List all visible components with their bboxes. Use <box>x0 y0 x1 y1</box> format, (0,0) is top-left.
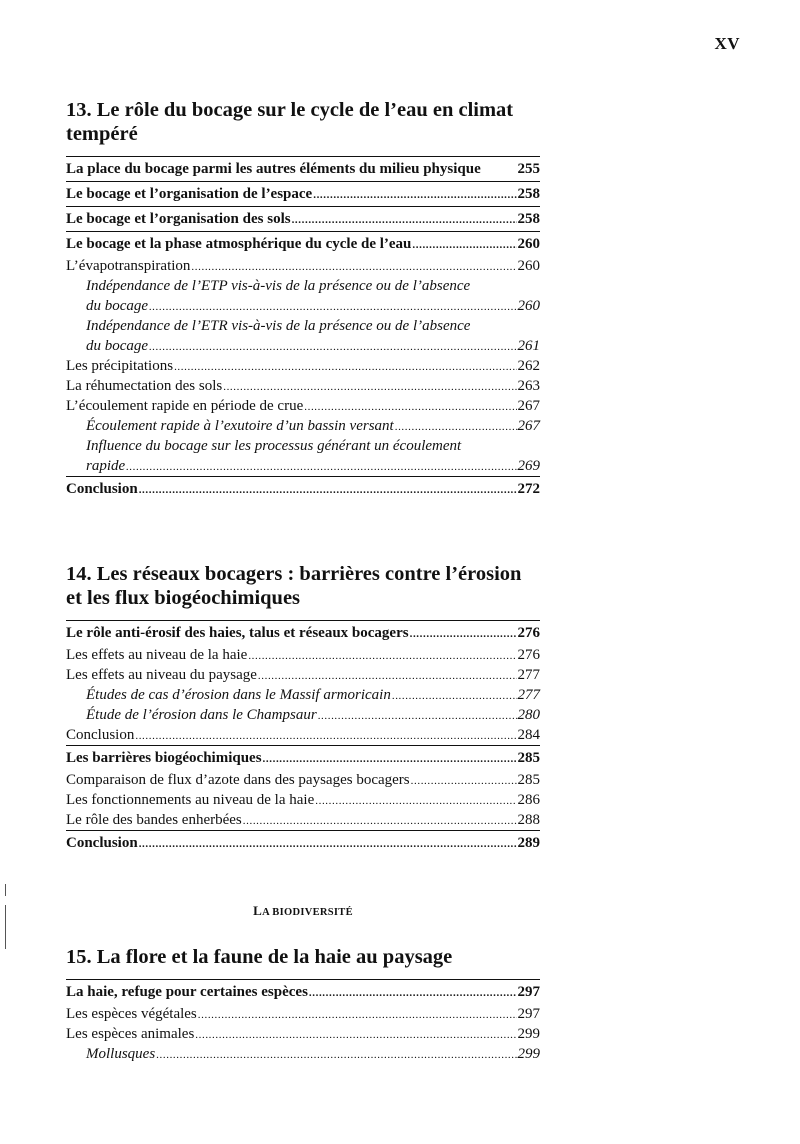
entry-page: 261 <box>517 338 540 354</box>
entry-page: 276 <box>517 647 540 663</box>
entry-label: rapide <box>86 458 126 474</box>
entry-label: Comparaison de flux d’azote dans des paysages bocagers <box>66 772 410 788</box>
toc-entry[interactable] <box>66 770 540 790</box>
leader-dots <box>223 377 516 397</box>
entry-label: Le rôle anti-érosif des haies, talus et réseaux bocagers <box>66 625 409 641</box>
entry-label: Le bocage et l’organisation de l’espace <box>66 186 313 202</box>
entry-page: 255 <box>517 161 540 177</box>
chapter-title <box>66 945 540 969</box>
entry-label: Indépendance de l’ETP vis-à-vis de la présence ou de l’absence <box>86 278 471 294</box>
leader-dots <box>309 981 517 1005</box>
leader-dots <box>304 397 516 417</box>
toc-entry[interactable] <box>66 356 540 376</box>
chapter-title-line: 14. Les réseaux bocagers : barrières contre l’érosion <box>66 563 522 585</box>
leader-dots <box>318 706 517 726</box>
toc-entry[interactable] <box>66 1024 540 1044</box>
leader-dots <box>198 1005 517 1025</box>
toc-entry[interactable] <box>66 206 540 231</box>
toc-entry[interactable] <box>66 416 540 436</box>
leader-dots <box>126 457 516 477</box>
chapter-title <box>66 562 540 610</box>
toc-entry[interactable] <box>66 685 540 705</box>
leader-dots <box>263 747 517 771</box>
leader-dots <box>392 686 517 706</box>
entry-label: Les fonctionnements au niveau de la haie <box>66 792 315 808</box>
toc-entry[interactable] <box>66 1004 540 1024</box>
entry-label: L’écoulement rapide en période de crue <box>66 398 304 414</box>
leader-dots <box>156 1045 516 1065</box>
toc-entry[interactable] <box>66 156 540 181</box>
chapter-14 <box>66 562 540 855</box>
leader-dots <box>139 832 517 856</box>
entry-page: 289 <box>517 835 540 851</box>
leader-dots <box>243 811 517 831</box>
entry-label: Les espèces animales <box>66 1026 195 1042</box>
toc-entry[interactable] <box>66 725 540 745</box>
leader-dots <box>248 646 516 666</box>
part-heading-rest: A BIODIVERSITÉ <box>262 907 353 918</box>
entry-page: 297 <box>517 1006 540 1022</box>
toc-entry[interactable] <box>66 436 540 476</box>
page-number: XV <box>714 34 740 53</box>
entry-continuation <box>86 336 540 356</box>
chapter-title-line: 15. La flore et la faune de la haie au paysage <box>66 946 453 968</box>
leader-dots <box>292 208 517 232</box>
toc-entry[interactable] <box>66 810 540 830</box>
entry-page: 288 <box>517 812 540 828</box>
chapter-title-line: 13. Le rôle du bocage sur le cycle de l’eau en climat <box>66 99 514 121</box>
leader-dots <box>395 417 517 437</box>
toc-entry[interactable] <box>66 256 540 276</box>
chapter-title-line: et les flux biogéochimiques <box>66 587 301 609</box>
entry-page: 284 <box>517 727 540 743</box>
toc-entry[interactable] <box>66 476 540 501</box>
entry-label: La réhumectation des sols <box>66 378 223 394</box>
entry-page: 285 <box>517 750 540 766</box>
entry-page: 277 <box>517 687 540 703</box>
leader-dots <box>410 622 517 646</box>
leader-dots <box>258 666 517 686</box>
chapter-title-line: tempéré <box>66 123 138 145</box>
entry-page: 277 <box>517 667 540 683</box>
toc-entry[interactable] <box>66 231 540 256</box>
entry-label: Conclusion <box>66 727 135 743</box>
leader-dots <box>411 771 517 791</box>
entry-label: Étude de l’érosion dans le Champsaur <box>86 707 317 723</box>
entry-page: 262 <box>517 358 540 374</box>
entry-label: Le bocage et la phase atmosphérique du cycle de l’eau <box>66 236 412 252</box>
toc-entry[interactable] <box>66 181 540 206</box>
toc-entry[interactable] <box>66 665 540 685</box>
entry-page: 299 <box>517 1046 540 1062</box>
toc-entry[interactable] <box>66 979 540 1004</box>
part-heading <box>66 903 540 919</box>
entry-continuation <box>86 456 540 476</box>
toc-entry[interactable] <box>66 745 540 770</box>
entry-page: 260 <box>517 258 540 274</box>
toc-entry[interactable] <box>66 376 540 396</box>
entry-label: Les espèces végétales <box>66 1006 197 1022</box>
entry-page: 276 <box>517 625 540 641</box>
toc-entry[interactable] <box>66 645 540 665</box>
entry-label: La place du bocage parmi les autres éléments du milieu physique <box>66 161 481 177</box>
chapter-15 <box>66 945 540 1064</box>
entry-label: Écoulement rapide à l’exutoire d’un bassin versant <box>86 418 394 434</box>
entry-page: 267 <box>517 398 540 414</box>
entry-label: Le bocage et l’organisation des sols <box>66 211 291 227</box>
entry-label: Conclusion <box>66 835 138 851</box>
entry-page: 258 <box>517 211 540 227</box>
margin-rule <box>5 905 6 949</box>
entry-label: Études de cas d’érosion dans le Massif armoricain <box>86 687 391 703</box>
entry-label: Les précipitations <box>66 358 174 374</box>
chapter-13 <box>66 98 540 501</box>
chapter-title <box>66 98 540 146</box>
entry-label: Conclusion <box>66 481 138 497</box>
entry-page: 285 <box>517 772 540 788</box>
entry-label: du bocage <box>86 298 149 314</box>
toc-entry[interactable] <box>66 316 540 356</box>
leader-dots <box>195 1025 516 1045</box>
part-heading-initial: L <box>253 903 263 918</box>
entry-label: Les effets au niveau de la haie <box>66 647 248 663</box>
entry-page: 263 <box>517 378 540 394</box>
leader-dots <box>412 233 516 257</box>
entry-label: Influence du bocage sur les processus générant un écoulement <box>86 438 462 454</box>
toc-entry[interactable] <box>66 1044 540 1064</box>
entry-label: La haie, refuge pour certaines espèces <box>66 984 308 1000</box>
leader-dots <box>135 726 516 746</box>
leader-dots <box>149 297 516 317</box>
toc-entry[interactable] <box>66 276 540 316</box>
entry-label: Les effets au niveau du paysage <box>66 667 257 683</box>
leader-dots <box>174 357 516 377</box>
leader-dots <box>313 183 516 207</box>
toc-entry[interactable] <box>66 790 540 810</box>
entry-page: 299 <box>517 1026 540 1042</box>
entry-page: 267 <box>517 418 540 434</box>
entry-page: 260 <box>517 236 540 252</box>
entry-page: 272 <box>517 481 540 497</box>
leader-dots <box>191 257 516 277</box>
entry-label: Indépendance de l’ETR vis-à-vis de la présence ou de l’absence <box>86 318 471 334</box>
entry-page: 260 <box>517 298 540 314</box>
toc-entry[interactable] <box>66 705 540 725</box>
entry-label: Le rôle des bandes enherbées <box>66 812 242 828</box>
entry-continuation <box>86 296 540 316</box>
leader-dots <box>149 337 516 357</box>
margin-rule <box>5 884 6 896</box>
entry-page: 269 <box>517 458 540 474</box>
entry-label: Les barrières biogéochimiques <box>66 750 262 766</box>
entry-label: Mollusques <box>86 1046 156 1062</box>
entry-label: L’évapotranspiration <box>66 258 191 274</box>
entry-page: 297 <box>517 984 540 1000</box>
entry-page: 258 <box>517 186 540 202</box>
entry-label: du bocage <box>86 338 149 354</box>
leader-dots <box>139 478 517 502</box>
leader-dots <box>315 791 516 811</box>
toc-entry[interactable] <box>66 830 540 855</box>
toc-entry[interactable] <box>66 396 540 416</box>
toc-entry[interactable] <box>66 620 540 645</box>
entry-page: 286 <box>517 792 540 808</box>
entry-page: 280 <box>517 707 540 723</box>
